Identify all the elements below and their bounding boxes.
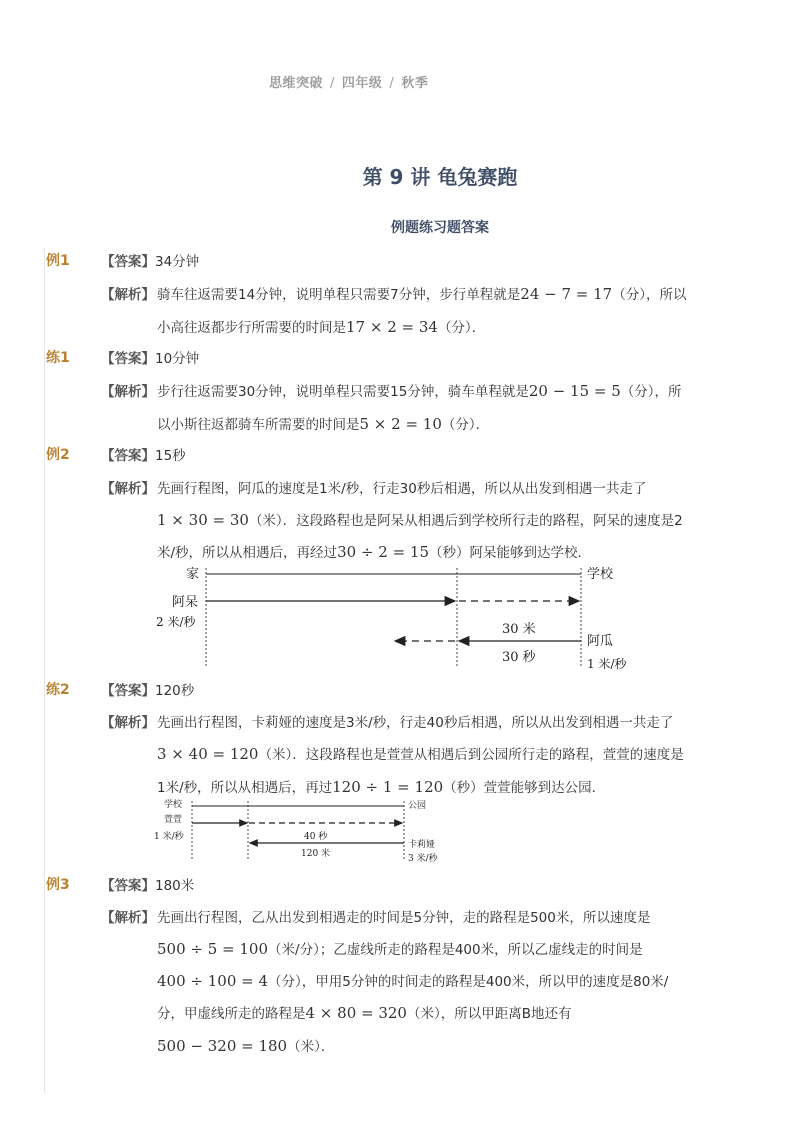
label-walker-a: 萱萱	[164, 815, 183, 825]
formula: 5 × 2 = 10	[359, 415, 442, 433]
breadcrumb-separator: /	[389, 76, 395, 91]
breadcrumb-separator: /	[330, 76, 335, 91]
text: （米）．这段路程也是萱萱从相遇后到公园所行走的路程，萱萱的速度是	[258, 747, 684, 763]
question-label: 例1	[46, 253, 70, 269]
analysis-line	[157, 711, 673, 731]
label-speed-a: 2 米/秒	[156, 615, 196, 629]
text: （米）．	[287, 1039, 335, 1055]
text: 骑车往返需要14分钟，说明单程只需要7分钟，步行单程就是	[157, 287, 521, 303]
formula: 500 − 320 = 180	[157, 1037, 288, 1055]
text: （分）．	[441, 417, 490, 433]
text: 先画行程图，阿瓜的速度是1米/秒，行走30秒后相遇，所以从出发到相遇一共走了	[157, 481, 647, 497]
analysis-line	[157, 906, 650, 926]
text: 步行往返需要30分钟，说明单程只需要15分钟，骑车单程就是	[157, 384, 529, 400]
text: （米），所以甲距离B地还有	[406, 1006, 572, 1022]
text: 分，甲虚线所走的路程是	[157, 1006, 306, 1022]
label-school: 学校	[587, 567, 614, 582]
formula: 17 × 2 = 34	[346, 318, 438, 336]
breadcrumb-item: 思维突破	[269, 76, 324, 91]
question-label: 例3	[46, 877, 70, 893]
text: （分），甲用5分钟的时间走的路程是400米，所以甲的速度是80米/	[268, 974, 669, 990]
travel-diagram-1	[150, 562, 650, 674]
text: （米）．这段路程也是阿呆从相遇后到学校所行走的路程，阿呆的速度是2	[248, 513, 683, 529]
text: 先画出行程图，卡莉娅的速度是3米/秒，行走40秒后相遇，所以从出发到相遇一共走了	[157, 715, 674, 731]
analysis-line	[157, 509, 683, 529]
analysis-tag: 【解析】	[101, 384, 155, 400]
label-time: 40 秒	[304, 832, 328, 842]
answer-value: 15秒	[155, 448, 186, 464]
answer-tag: 【答案】	[101, 351, 155, 367]
analysis-line	[157, 1002, 572, 1022]
label-speed-a: 1 米/秒	[154, 832, 184, 842]
analysis-line	[157, 477, 646, 497]
answer-line	[101, 250, 199, 270]
answer-tag: 【答案】	[101, 448, 155, 464]
text: （秒）萱萱能够到达公园．	[443, 780, 606, 796]
question-label: 例2	[46, 447, 70, 463]
label-end: 公园	[408, 801, 427, 811]
formula: 30 ÷ 2 = 15	[337, 543, 429, 561]
formula: 20 − 15 = 5	[528, 382, 621, 400]
answer-line	[101, 347, 199, 367]
text: 先画出行程图，乙从出发到相遇走的时间是5分钟，走的路程是500米，所以速度是	[157, 910, 651, 926]
question-label: 练2	[46, 682, 70, 698]
label-home: 家	[186, 567, 200, 582]
label-walker-a: 阿呆	[172, 595, 199, 610]
text: （秒）阿呆能够到达学校．	[429, 545, 591, 561]
breadcrumb-item: 四年级	[341, 76, 383, 91]
analysis-line	[157, 743, 684, 763]
answer-line	[101, 444, 186, 464]
answer-value: 180米	[155, 878, 195, 894]
breadcrumb	[269, 72, 428, 91]
section-title: 例题练习题答案	[391, 220, 489, 236]
answer-line	[101, 874, 194, 894]
label-walker-b: 阿瓜	[587, 634, 614, 649]
formula: 400 ÷ 100 = 4	[157, 972, 269, 990]
analysis-tag: 【解析】	[101, 715, 155, 731]
label-walker-b: 卡莉娅	[408, 840, 436, 850]
analysis-line	[157, 938, 643, 958]
answer-value: 120秒	[155, 683, 195, 699]
answer-line	[101, 679, 194, 699]
formula: 3 × 40 = 120	[157, 745, 259, 763]
label-time: 30 秒	[502, 650, 536, 665]
analysis-line	[157, 776, 605, 796]
answer-tag: 【答案】	[101, 683, 155, 699]
formula: 500 ÷ 5 = 100	[157, 940, 269, 958]
travel-diagram-2	[150, 797, 470, 867]
analysis-line	[157, 283, 686, 303]
analysis-line	[157, 413, 489, 433]
text: 以小斯往返都骑车所需要的时间是	[157, 417, 360, 433]
analysis-line	[157, 970, 668, 990]
question-label: 练1	[46, 350, 70, 366]
text: 小高往返都步行所需要的时间是	[157, 320, 346, 336]
formula: 24 − 7 = 17	[520, 285, 613, 303]
analysis-tag: 【解析】	[101, 481, 155, 497]
label-start: 学校	[164, 800, 183, 810]
answer-tag: 【答案】	[101, 878, 155, 894]
formula: 120 ÷ 1 = 120	[332, 778, 444, 796]
analysis-line	[157, 316, 485, 336]
text: 米/秒，所以从相遇后，再经过	[157, 545, 338, 561]
label-distance: 120 米	[301, 849, 331, 859]
answer-value: 34分钟	[155, 254, 200, 270]
analysis-line	[157, 380, 682, 400]
formula: 1 × 30 = 30	[157, 511, 249, 529]
left-margin-rule	[44, 248, 45, 1093]
analysis-tag: 【解析】	[101, 287, 155, 303]
text: （分），所以	[612, 287, 687, 303]
label-speed-b: 1 米/秒	[587, 657, 627, 671]
label-distance: 30 米	[502, 622, 536, 637]
text: （米/分）；乙虚线所走的路程是400米，所以乙虚线走的时间是	[268, 942, 643, 958]
label-speed-b: 3 米/秒	[408, 854, 438, 864]
lecture-title: 第 9 讲 龟兔赛跑	[362, 165, 518, 189]
text: （分）．	[437, 320, 486, 336]
answer-tag: 【答案】	[101, 254, 155, 270]
analysis-line	[157, 541, 591, 561]
analysis-line	[157, 1035, 334, 1055]
text: 1米/秒，所以从相遇后，再过	[157, 780, 333, 796]
answer-value: 10分钟	[155, 351, 200, 367]
formula: 4 × 80 = 320	[305, 1004, 407, 1022]
analysis-tag: 【解析】	[101, 910, 155, 926]
breadcrumb-item: 秋季	[401, 76, 429, 91]
text: （分），所	[620, 384, 682, 400]
